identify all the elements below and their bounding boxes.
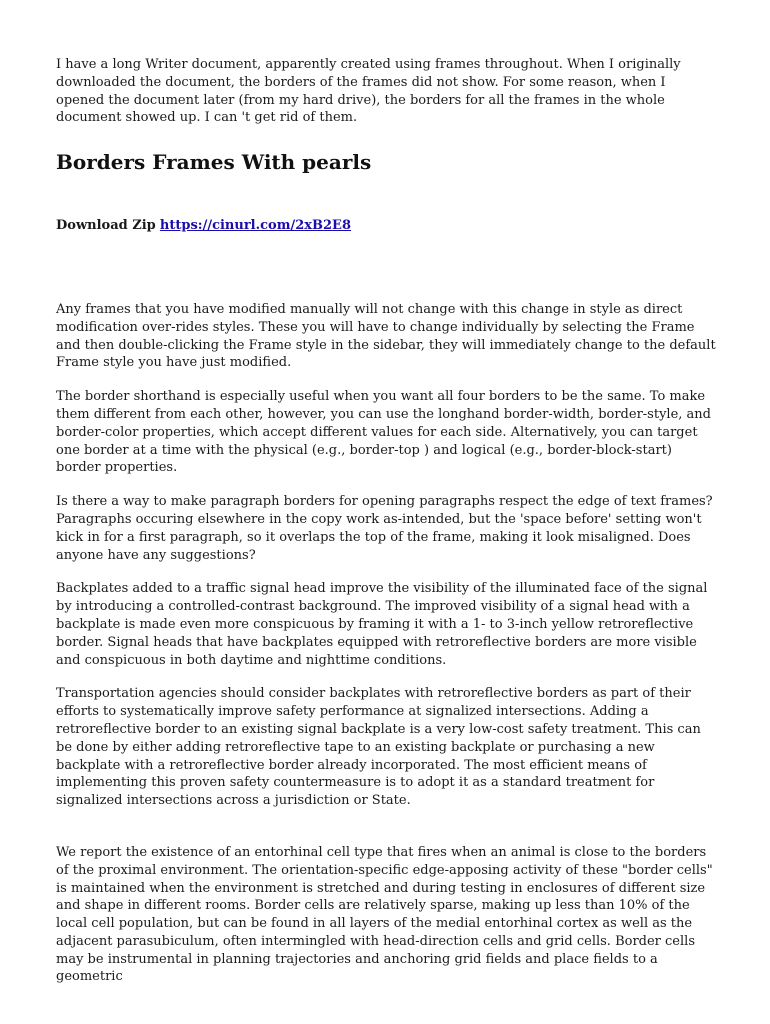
download-line [56, 217, 716, 235]
paragraph-border-shorthand: The border shorthand is especially useful when you want all four borders to be the same. To make them different from each other, however, you can use the longhand border-width, border-style, and border-color properties, which accept different values for each side. Alternatively, you can target one border at a time with the physical (e.g., border-top ) and logical (e.g., border-block-start) border properties. [56, 389, 711, 476]
page-title: Borders Frames With pearls [56, 150, 372, 175]
paragraph-question: Is there a way to make paragraph borders for opening paragraphs respect the edge of text frames? Paragraphs occuring elsewhere in the copy work as-intended, but the 'space before' setting won't kick in for a first paragraph, so it overlaps the top of the frame, making it look misaligned. Does anyone have any suggestions? [56, 494, 713, 563]
download-label: Download Zip [56, 218, 156, 234]
paragraph-border-cells: We report the existence of an entorhinal cell type that fires when an animal is close to the borders of the proximal environment. The orientation-specific edge-apposing activity of these "border cells" is maintained when the environment is stretched and during testing in enclosures of different size and shape in different rooms. Border cells are relatively sparse, making up less than 10% of the local cell population, but can be found in all layers of the medial entorhinal cortex as well as the adjacent parasubiculum, often intermingled with head-direction cells and grid cells. Border cells may be instrumental in planning trajectories and anchoring grid fields and place fields to a geometric [56, 844, 713, 985]
download-link[interactable]: https://cinurl.com/2xB2E8 [159, 218, 352, 234]
paragraph-backplates: Backplates added to a traffic signal head improve the visibility of the illuminated face of the signal by introducing a controlled-contrast background. The improved visibility of a signal head with a backplate is made even more conspicuous by framing it with a 1- to 3-inch yellow retroreflective border. Signal heads that have backplates equipped with retroreflective borders are more visible and conspicuous in both daytime and nighttime conditions. [56, 581, 708, 668]
intro-paragraph: I have a long Writer document, apparently created using frames throughout. When I originally downloaded the document, the borders of the frames did not show. For some reason, when I opened the document later (from my hard drive), the borders for all the frames in the whole document showed up. I can 't get rid of them. [56, 57, 681, 126]
paragraph-transportation: Transportation agencies should consider backplates with retroreflective borders as part of their efforts to systematically improve safety performance at signalized intersections. Adding a retroreflective border to an existing signal backplate is a very low-cost safety treatment. This can be done by either adding retroreflective tape to an existing backplate or purchasing a new backplate with a retroreflective border already incorporated. The most efficient means of implementing this proven safety countermeasure is to adopt it as a standard treatment for signalized intersections across a jurisdiction or State. [56, 686, 701, 809]
paragraph-frames-style: Any frames that you have modified manually will not change with this change in style as direct modification over-rides styles. These you will have to change individually by selecting the Frame and then double-clicking the Frame style in the sidebar, they will immediately change to the default Frame style you have just modified. [56, 301, 716, 371]
document-page [56, 56, 716, 1002]
